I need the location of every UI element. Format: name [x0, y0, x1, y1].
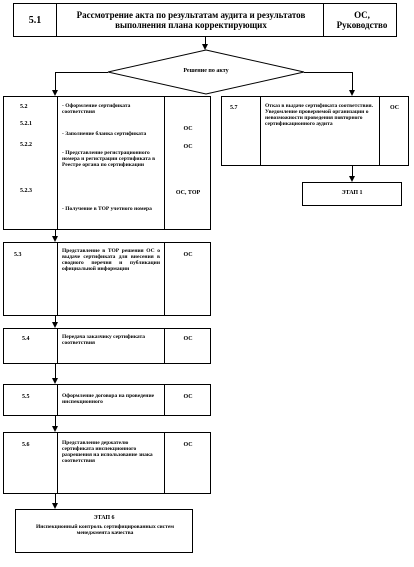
step-5-4-box — [3, 328, 211, 364]
step-5-6-responsible: ОС — [183, 442, 193, 448]
stage-6-text: Инспекционный контроль сертифицированных систем менеджмента качества — [35, 524, 175, 536]
step-5-1-box — [13, 3, 397, 37]
step-5-7-text: Отказ в выдаче сертификата соответствия. Уведомление проверяемой организации о невозможности проведения повторного сертификационного аудита — [265, 103, 373, 127]
step-5-2-1-number: 5.2.1 — [20, 121, 32, 127]
connector-5-7-stage-1 — [352, 166, 353, 176]
step-5-3-divider-left — [57, 243, 58, 315]
step-5-7-number: 5.7 — [230, 105, 238, 111]
step-5-4-responsible: ОС — [183, 336, 193, 342]
step-5-6-box — [3, 432, 211, 494]
step-5-1-divider-right — [323, 4, 324, 36]
step-5-4-number: 5.4 — [22, 336, 30, 342]
stage-1-title: ЭТАП 1 — [341, 190, 363, 196]
step-5-7-box — [221, 96, 409, 166]
step-5-6-number: 5.6 — [22, 442, 30, 448]
step-5-6-text: Представление держателю сертификата инспекционного разрешения на использование знака соответствия — [62, 440, 153, 464]
stage-6-box — [15, 509, 193, 553]
stage-6-title: ЭТАП 6 — [93, 515, 115, 521]
step-5-2-divider-left — [57, 97, 58, 229]
step-5-7-divider-right — [379, 97, 380, 165]
step-5-1-divider-left — [56, 4, 57, 36]
step-5-3-number: 5.3 — [14, 252, 22, 258]
step-5-3-responsible: ОС — [183, 252, 193, 258]
step-5-2-divider-right — [164, 97, 165, 229]
connector-decision-right — [304, 72, 353, 73]
connector-5-4-5-5 — [55, 364, 56, 378]
connector-5-6-stage-6 — [55, 494, 56, 503]
step-5-3-text: Представление в ТОР решения ОС о выдаче сертификата для внесения в сводного перечня и публикации официальной информации — [62, 248, 160, 272]
step-5-2-item-3: - Представление регистрационного номера и регистрации сертификата в Реестре органа по сертификации — [62, 150, 156, 168]
step-5-2-responsible-1: ОС — [183, 126, 193, 132]
step-5-1-responsible: ОС, Руководство — [336, 10, 388, 30]
step-5-4-text: Передача заказчику сертификата соответствия — [62, 334, 146, 346]
decision-label: Решение по акту — [183, 68, 229, 74]
step-5-5-divider-right — [164, 385, 165, 415]
step-5-2-item-4: - Получение в ТОР учетного номера — [62, 206, 152, 212]
step-5-6-divider-right — [164, 433, 165, 493]
step-5-1-number: 5.1 — [28, 15, 42, 26]
step-5-4-divider-right — [164, 329, 165, 363]
step-5-2-responsible-2: ОС — [183, 144, 193, 150]
step-5-4-divider-left — [57, 329, 58, 363]
connector-decision-left — [55, 72, 108, 73]
connector-5-5-5-6 — [55, 416, 56, 426]
step-5-3-box — [3, 242, 211, 316]
step-5-5-text: Оформление договора на проведение инспекционного — [62, 393, 155, 405]
step-5-2-item-2: - Заполнение бланка сертификата — [62, 131, 147, 137]
step-5-2-item-1: - Оформление сертификата соответствия — [62, 103, 131, 115]
step-5-5-number: 5.5 — [22, 394, 30, 400]
step-5-5-divider-left — [57, 385, 58, 415]
step-5-7-responsible: ОС — [389, 105, 400, 111]
step-5-2-3-number: 5.2.3 — [20, 188, 32, 194]
step-5-2-responsible-3: ОС, ТОР — [175, 190, 201, 196]
step-5-2-box — [3, 96, 211, 230]
step-5-5-box — [3, 384, 211, 416]
connector-left-down — [55, 72, 56, 90]
step-5-7-divider-left — [260, 97, 261, 165]
step-5-2-number: 5.2 — [20, 104, 28, 110]
connector-right-down — [352, 72, 353, 90]
stage-1-box — [302, 182, 402, 206]
step-5-6-divider-left — [57, 433, 58, 493]
step-5-2-2-number: 5.2.2 — [20, 142, 32, 148]
step-5-1-title: Рассмотрение акта по результатам аудита и результатов выполнения плана корректирующих — [76, 10, 306, 30]
step-5-5-responsible: ОС — [183, 394, 193, 400]
step-5-3-divider-right — [164, 243, 165, 315]
